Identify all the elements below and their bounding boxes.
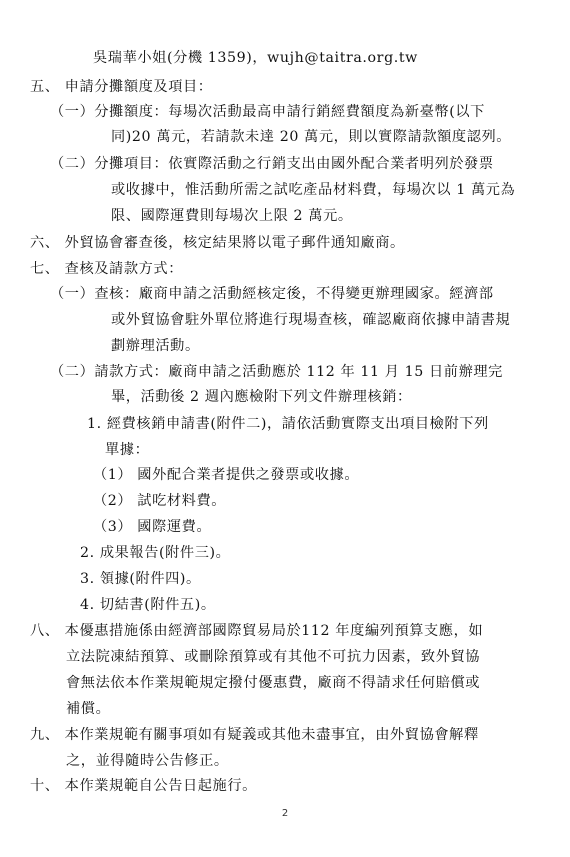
- section-8-line-2: 立法院凍結預算、或刪除預算或有其他不可抗力因素，致外貿協: [66, 649, 481, 665]
- section-10: 十、 本作業規範自公告日起施行。: [30, 778, 257, 794]
- section-7-1-line-2: 或外貿協會駐外單位將進行現場查核，確認廠商依據申請書規: [111, 312, 511, 328]
- contact-line: 吳瑞華小姐(分機 1359)，wujh@taitra.org.tw: [93, 50, 418, 66]
- item-3: 3. 領據(附件四)。: [80, 571, 201, 587]
- section-9-line-2: 之，並得隨時公告修正。: [66, 753, 229, 769]
- item-2: 2. 成果報告(附件三)。: [80, 545, 231, 561]
- section-9-line-1: 九、 本作業規範有關事項如有疑義或其他未盡事宜，由外貿協會解釋: [30, 727, 479, 743]
- section-8-line-3: 會無法依本作業規範規定撥付優惠費，廠商不得請求任何賠償或: [66, 675, 481, 691]
- section-5-2-line-1: （二）分攤項目：依實際活動之行銷支出由國外配合業者明列於發票: [50, 156, 494, 172]
- section-8-line-4: 補償。: [66, 701, 111, 717]
- section-6: 六、 外貿協會審查後，核定結果將以電子郵件通知廠商。: [30, 235, 405, 251]
- subitem-2: （2） 試吃材料費。: [93, 493, 227, 509]
- section-5-1-line-2: 同)20 萬元，若請款未達 20 萬元，則以實際請款額度認列。: [111, 129, 512, 145]
- section-5-heading: 五、 申請分攤額度及項目：: [30, 79, 213, 95]
- section-5-1-line-1: （一）分攤額度：每場次活動最高申請行銷經費額度為新臺幣(以下: [50, 104, 485, 120]
- section-7-1-line-3: 劃辦理活動。: [111, 338, 200, 354]
- section-7-heading: 七、 查核及請款方式：: [30, 261, 183, 277]
- subitem-1: （1） 國外配合業者提供之發票或收據。: [93, 467, 360, 483]
- section-7-1-line-1: （一）查核：廠商申請之活動經核定後，不得變更辦理國家。經濟部: [50, 286, 494, 302]
- item-4: 4. 切結書(附件五)。: [80, 597, 216, 613]
- section-5-2-line-2: 或收據中，惟活動所需之試吃產品材料費，每場次以 1 萬元為: [111, 182, 516, 198]
- subitem-3: （3） 國際運費。: [93, 519, 212, 535]
- item-1-line-2: 單據：: [105, 442, 150, 458]
- section-5-2-line-3: 限、國際運費則每場次上限 2 萬元。: [111, 208, 353, 224]
- page-number: 2: [281, 808, 289, 819]
- section-8-line-1: 八、 本優惠措施係由經濟部國際貿易局於112 年度編列預算支應，如: [30, 623, 484, 639]
- section-7-2-line-1: （二）請款方式：廠商申請之活動應於 112 年 11 月 15 日前辦理完: [50, 364, 503, 380]
- item-1-line-1: 1. 經費核銷申請書(附件二)，請依活動實際支出項目檢附下列: [87, 416, 489, 432]
- section-7-2-line-2: 畢，活動後 2 週內應檢附下列文件辦理核銷：: [111, 389, 412, 405]
